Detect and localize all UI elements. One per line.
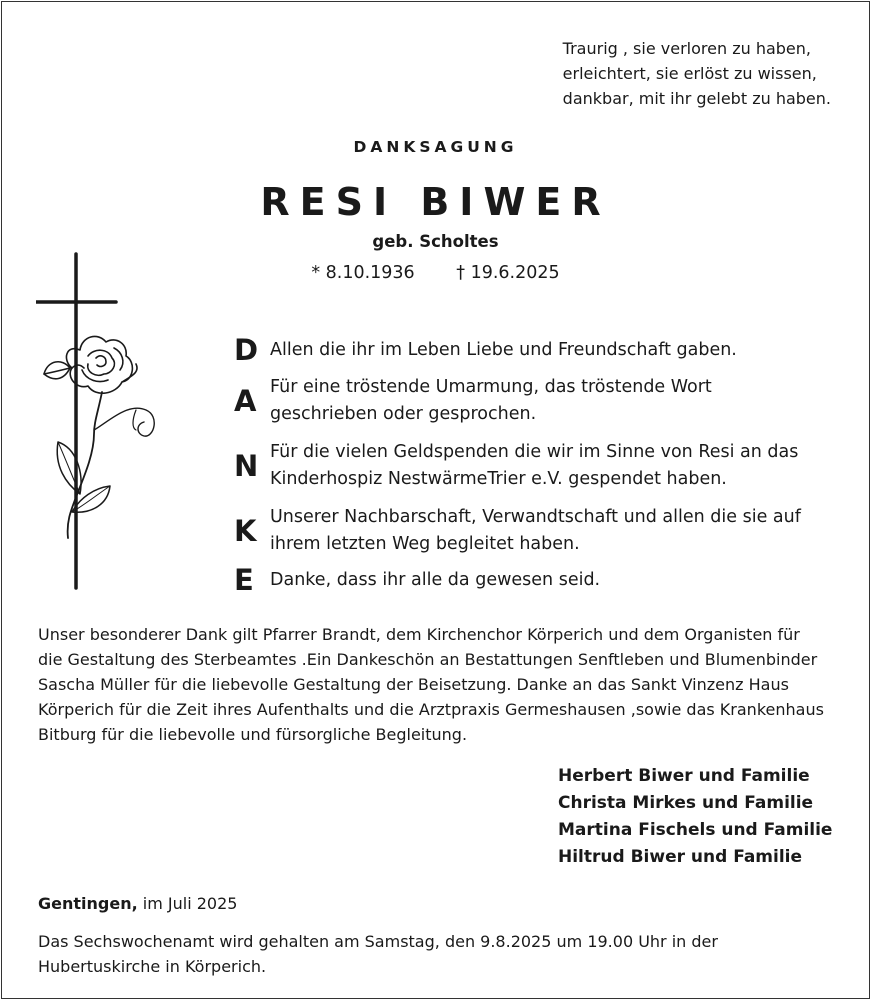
danke-letter: A <box>234 384 257 418</box>
motto-line: dankbar, mit ihr gelebt zu haben. <box>562 89 831 108</box>
danke-letter: E <box>234 563 254 597</box>
danke-text: Allen die ihr im Leben Liebe und Freundschaft gaben. <box>270 339 737 360</box>
signer: Martina Fischels und Familie <box>558 820 833 840</box>
birth-date: * 8.10.1936 <box>311 263 415 283</box>
heading: DANKSAGUNG <box>353 138 518 156</box>
signer: Herbert Biwer und Familie <box>558 766 810 786</box>
danke-text: Danke, dass ihr alle da gewesen seid. <box>270 569 601 590</box>
service-notice: Das Sechswochenamt wird gehalten am Samstag, den 9.8.2025 um 19.00 Uhr in der Hubertuskirche in Körperich. <box>38 932 718 976</box>
danke-text: Für die vielen Geldspenden die wir im Sinne von Resi an das Kinderhospiz NestwärmeTrier e.V. gespendet haben. <box>270 442 799 489</box>
born-as: geb. Scholtes <box>372 232 499 251</box>
motto <box>563 36 831 111</box>
danke-row <box>234 563 854 597</box>
danke-letter: D <box>234 333 259 367</box>
place: Gentingen, <box>38 894 138 913</box>
obituary-card <box>1 1 870 999</box>
motto-line: erleichtert, sie erlöst zu wissen, <box>562 64 817 83</box>
danke-row <box>234 333 854 367</box>
danke-letter: K <box>234 514 257 548</box>
danke-row <box>234 374 754 428</box>
signer: Christa Mirkes und Familie <box>558 793 814 813</box>
death-date: † 19.6.2025 <box>456 263 560 283</box>
danke-text: Unserer Nachbarschaft, Verwandtschaft und allen die sie auf ihrem letzten Weg begleitet haben. <box>270 507 801 554</box>
cross-rose-icon <box>36 252 166 590</box>
danke-row <box>234 504 844 558</box>
danke-letter: N <box>234 449 259 483</box>
signer: Hiltrud Biwer und Familie <box>558 847 803 867</box>
signers <box>558 763 832 871</box>
place-date <box>38 894 237 913</box>
thanks-paragraph: Unser besonderer Dank gilt Pfarrer Brandt, dem Kirchenchor Körperich und dem Organisten für die Gestaltung des Sterbeamtes .Ein Dankeschön an Bestattungen Senftleben und Blumenbinder Sascha Müller für die liebevolle Gestaltung der Beisetzung. Danke an das Sankt Vinzenz Haus Körperich für die Zeit ihres Aufenthalts und die Arztpraxis Germeshausen ,sowie das Krankenhaus Bitburg für die liebevolle und fürsorgliche Begleitung. <box>38 625 824 744</box>
danke-text: Für eine tröstende Umarmung, das tröstende Wort geschrieben oder gesprochen. <box>270 377 712 424</box>
danke-row <box>234 439 834 493</box>
motto-line: Traurig , sie verloren zu haben, <box>562 39 811 58</box>
deceased-name: RESI BIWER <box>260 180 611 224</box>
date-text: im Juli 2025 <box>142 894 238 913</box>
